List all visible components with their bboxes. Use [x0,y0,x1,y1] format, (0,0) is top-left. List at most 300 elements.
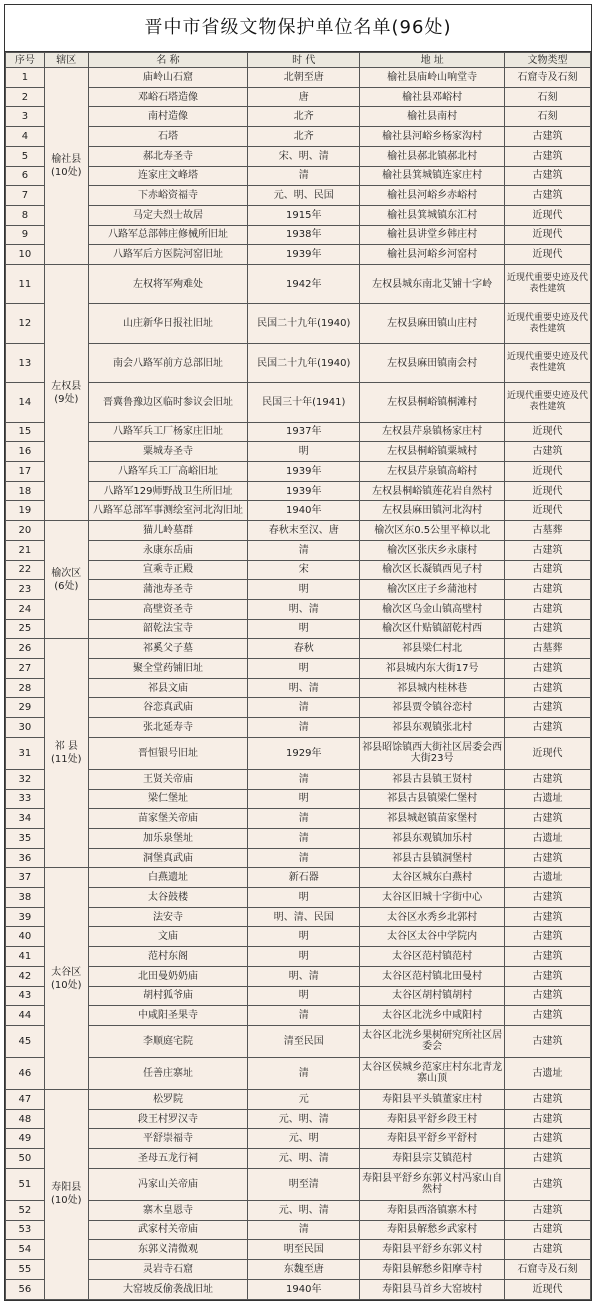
site-type: 古建筑 [505,619,591,639]
table-row [6,828,591,848]
site-name: 范村东阁 [88,947,247,967]
site-address: 左权县城东南北艾铺十字岭 [360,265,505,304]
site-era: 春秋 [248,639,360,659]
site-name: 左权将军殉难处 [88,265,247,304]
site-type: 古建筑 [505,698,591,718]
site-address: 祁县古县镇洞堡村 [360,848,505,868]
site-era: 元、明、民国 [248,186,360,206]
site-address: 榆社县箕城镇连家庄村 [360,166,505,186]
site-era: 清 [248,166,360,186]
site-address: 祁县贾令镇谷恋村 [360,698,505,718]
row-number: 39 [6,907,45,927]
site-type: 古建筑 [505,1168,591,1200]
site-type: 古建筑 [505,809,591,829]
site-address: 左权县桐峪镇粟城村 [360,442,505,462]
site-name: 下赤峪资福寺 [88,186,247,206]
table-row [6,383,591,422]
site-address: 寿阳县平头镇董家庄村 [360,1089,505,1109]
site-address: 榆次区乌金山镇高壁村 [360,599,505,619]
site-type: 石刻 [505,107,591,127]
table-row [6,304,591,343]
site-era: 清 [248,809,360,829]
site-era: 明、清 [248,678,360,698]
site-address: 左权县芹泉镇高峪村 [360,462,505,482]
site-type: 近现代重要史迹及代表性建筑 [505,383,591,422]
site-type: 古建筑 [505,986,591,1006]
table-row [6,1259,591,1279]
site-address: 左权县麻田镇山庄村 [360,304,505,343]
district-name: 太谷区 [51,966,82,978]
site-era: 清 [248,1220,360,1240]
table-row [6,809,591,829]
site-era: 元、明、清 [248,1149,360,1169]
site-type: 近现代 [505,501,591,521]
site-type: 古建筑 [505,540,591,560]
site-name: 李顺庭宅院 [88,1025,247,1057]
table-row [6,245,591,265]
site-address: 祁县东观镇张北村 [360,718,505,738]
site-era: 唐 [248,87,360,107]
site-name: 八路军总部军事测绘室河北沟旧址 [88,501,247,521]
site-type: 近现代重要史迹及代表性建筑 [505,343,591,382]
site-type: 石刻 [505,87,591,107]
row-number: 53 [6,1220,45,1240]
row-number: 31 [6,737,45,769]
table-row [6,927,591,947]
site-name: 太谷鼓楼 [88,888,247,908]
row-number: 24 [6,599,45,619]
row-number: 1 [6,68,45,88]
district-name: 左权县 [51,380,82,392]
site-address: 左权县桐峪镇桐滩村 [360,383,505,422]
site-address: 榆次区庄子乡蒲池村 [360,580,505,600]
row-number: 9 [6,225,45,245]
site-address: 太谷区旧城十字街中心 [360,888,505,908]
site-name: 八路军总部韩庄修械所旧址 [88,225,247,245]
table-row [6,966,591,986]
site-name: 八路军后方医院河窑旧址 [88,245,247,265]
table-row [6,265,591,304]
site-era: 新石器 [248,868,360,888]
site-address: 祁县城内桂林巷 [360,678,505,698]
table-row [6,146,591,166]
row-number: 46 [6,1057,45,1089]
site-name: 粟城寿圣寺 [88,442,247,462]
site-era: 1915年 [248,205,360,225]
site-era: 明、清、民国 [248,907,360,927]
site-address: 榆社县南村 [360,107,505,127]
table-row [6,986,591,1006]
site-address: 左权县芹泉镇杨家庄村 [360,422,505,442]
site-name: 寨木皇恩寺 [88,1200,247,1220]
table-row [6,166,591,186]
site-name: 八路军兵工厂高峪旧址 [88,462,247,482]
heritage-list-table [5,52,591,1300]
district-name: 榆社县 [51,154,82,166]
site-name: 文庙 [88,927,247,947]
site-address: 太谷区城东白燕村 [360,868,505,888]
row-number: 10 [6,245,45,265]
site-name: 王贤关帝庙 [88,769,247,789]
row-number: 38 [6,888,45,908]
site-type: 古建筑 [505,1129,591,1149]
row-number: 11 [6,265,45,304]
row-number: 55 [6,1259,45,1279]
table-row [6,462,591,482]
site-name: 祁奚父子墓 [88,639,247,659]
site-type: 古建筑 [505,1109,591,1129]
site-era: 明 [248,888,360,908]
row-number: 19 [6,501,45,521]
row-number: 6 [6,166,45,186]
district-count: (10处) [51,979,82,991]
site-era: 宋 [248,560,360,580]
table-row [6,769,591,789]
row-number: 36 [6,848,45,868]
header-name: 名 称 [88,53,247,68]
site-type: 古建筑 [505,560,591,580]
site-era: 1929年 [248,737,360,769]
site-era: 明 [248,442,360,462]
site-name: 洞堡真武庙 [88,848,247,868]
header-type: 文物类型 [505,53,591,68]
site-name: 东郭义清微观 [88,1240,247,1260]
header-era: 时 代 [248,53,360,68]
site-name: 邓峪石塔造像 [88,87,247,107]
table-row [6,1109,591,1129]
site-era: 元、明 [248,1129,360,1149]
row-number: 35 [6,828,45,848]
district-name: 祁 县 [54,741,78,753]
site-era: 明 [248,947,360,967]
site-address: 左权县麻田镇南会村 [360,343,505,382]
site-name: 平舒崇福寺 [88,1129,247,1149]
site-era: 明 [248,619,360,639]
table-row [6,442,591,462]
site-name: 连家庄文峰塔 [88,166,247,186]
site-address: 太谷区侯城乡范家庄村东北青龙寨山顶 [360,1057,505,1089]
table-row [6,678,591,698]
site-era: 明 [248,659,360,679]
site-type: 古墓葬 [505,639,591,659]
site-address: 寿阳县解愁乡武家村 [360,1220,505,1240]
site-era: 民国二十九年(1940) [248,343,360,382]
district-cell [44,265,88,521]
site-name: 大窑坡反偷袭战旧址 [88,1279,247,1299]
row-number: 33 [6,789,45,809]
table-row [6,501,591,521]
site-type: 近现代 [505,205,591,225]
table-row [6,718,591,738]
site-name: 祁县文庙 [88,678,247,698]
site-name: 张北延寿寺 [88,718,247,738]
site-address: 榆次区什贴镇韶乾村西 [360,619,505,639]
site-address: 太谷区胡村镇胡村 [360,986,505,1006]
site-address: 祁县古县镇梁仁堡村 [360,789,505,809]
site-name: 南会八路军前方总部旧址 [88,343,247,382]
table-row [6,560,591,580]
site-type: 近现代 [505,422,591,442]
site-name: 猫儿岭墓群 [88,521,247,541]
district-cell [44,521,88,639]
site-name: 八路军129师野战卫生所旧址 [88,481,247,501]
row-number: 16 [6,442,45,462]
site-era: 清 [248,540,360,560]
site-type: 古建筑 [505,907,591,927]
site-name: 聚全堂药铺旧址 [88,659,247,679]
site-name: 永康东岳庙 [88,540,247,560]
site-type: 古建筑 [505,848,591,868]
site-era: 北齐 [248,127,360,147]
row-number: 4 [6,127,45,147]
site-name: 庙岭山石窟 [88,68,247,88]
table-row [6,521,591,541]
site-address: 榆社县郝北镇郝北村 [360,146,505,166]
table-row [6,580,591,600]
table-row [6,619,591,639]
district-cell [44,1089,88,1299]
site-type: 古墓葬 [505,521,591,541]
row-number: 34 [6,809,45,829]
site-name: 谷恋真武庙 [88,698,247,718]
row-number: 13 [6,343,45,382]
site-type: 近现代 [505,462,591,482]
table-row [6,540,591,560]
site-type: 古建筑 [505,580,591,600]
site-name: 苗家堡关帝庙 [88,809,247,829]
site-era: 清 [248,698,360,718]
site-era: 1937年 [248,422,360,442]
table-row [6,1089,591,1109]
row-number: 21 [6,540,45,560]
site-name: 晋恒银号旧址 [88,737,247,769]
table-row [6,1129,591,1149]
site-type: 古建筑 [505,127,591,147]
district-count: (10处) [51,1195,82,1207]
site-address: 寿阳县马首乡大窑坡村 [360,1279,505,1299]
district-cell [44,868,88,1090]
site-era: 明、清 [248,966,360,986]
site-type: 近现代重要史迹及代表性建筑 [505,265,591,304]
site-type: 古建筑 [505,1220,591,1240]
district-count: (9处) [54,393,79,405]
site-address: 寿阳县平舒乡段王村 [360,1109,505,1129]
site-type: 近现代 [505,245,591,265]
table-row [6,87,591,107]
table-row [6,127,591,147]
site-era: 清 [248,1057,360,1089]
site-address: 祁县城赵镇苗家堡村 [360,809,505,829]
site-name: 白燕遗址 [88,868,247,888]
table-row [6,737,591,769]
row-number: 5 [6,146,45,166]
site-type: 古遗址 [505,1057,591,1089]
site-name: 蒲池寿圣寺 [88,580,247,600]
row-number: 27 [6,659,45,679]
table-row [6,599,591,619]
district-count: (6处) [54,580,79,592]
site-era: 北朝至唐 [248,68,360,88]
site-era: 北齐 [248,107,360,127]
site-era: 明、清 [248,599,360,619]
site-era: 元、明、清 [248,1109,360,1129]
site-type: 古建筑 [505,659,591,679]
header-address: 地 址 [360,53,505,68]
site-type: 古建筑 [505,1025,591,1057]
site-era: 明 [248,986,360,1006]
site-era: 元 [248,1089,360,1109]
table-row [6,107,591,127]
row-number: 29 [6,698,45,718]
row-number: 17 [6,462,45,482]
site-type: 石窟寺及石刻 [505,68,591,88]
site-address: 祁县城内东大街17号 [360,659,505,679]
site-era: 清 [248,718,360,738]
site-type: 古建筑 [505,966,591,986]
site-type: 古建筑 [505,599,591,619]
site-era: 民国三十年(1941) [248,383,360,422]
site-type: 近现代 [505,1279,591,1299]
site-address: 寿阳县西洛镇寨木村 [360,1200,505,1220]
site-address: 榆次区东0.5公里平樟以北 [360,521,505,541]
site-address: 祁县东观镇加乐村 [360,828,505,848]
site-era: 清 [248,769,360,789]
site-name: 八路军兵工厂杨家庄旧址 [88,422,247,442]
row-number: 12 [6,304,45,343]
site-era: 清 [248,828,360,848]
site-name: 法安寺 [88,907,247,927]
site-address: 左权县麻田镇河北沟村 [360,501,505,521]
site-era: 明至清 [248,1168,360,1200]
row-number: 50 [6,1149,45,1169]
row-number: 3 [6,107,45,127]
site-era: 东魏至唐 [248,1259,360,1279]
row-number: 51 [6,1168,45,1200]
row-number: 28 [6,678,45,698]
table-row [6,1220,591,1240]
table-row [6,888,591,908]
site-name: 圣母五龙行祠 [88,1149,247,1169]
site-type: 古建筑 [505,888,591,908]
row-number: 22 [6,560,45,580]
site-name: 山庄新华日报社旧址 [88,304,247,343]
row-number: 45 [6,1025,45,1057]
table-row [6,868,591,888]
site-name: 晋冀鲁豫边区临时参议会旧址 [88,383,247,422]
row-number: 14 [6,383,45,422]
site-address: 寿阳县平舒乡平舒村 [360,1129,505,1149]
table-row [6,225,591,245]
site-type: 近现代 [505,481,591,501]
table-row [6,186,591,206]
table-row [6,1240,591,1260]
site-era: 1939年 [248,245,360,265]
site-address: 榆社县邓峪村 [360,87,505,107]
header-district: 辖区 [44,53,88,68]
row-number: 49 [6,1129,45,1149]
site-era: 1940年 [248,501,360,521]
table-row [6,1149,591,1169]
row-number: 18 [6,481,45,501]
site-type: 近现代 [505,737,591,769]
table-row [6,481,591,501]
site-address: 祁县梁仁村北 [360,639,505,659]
row-number: 32 [6,769,45,789]
site-address: 太谷区水秀乡北郭村 [360,907,505,927]
site-address: 榆社县箕城镇东汇村 [360,205,505,225]
site-name: 郝北寿圣寺 [88,146,247,166]
site-type: 古遗址 [505,789,591,809]
site-type: 古建筑 [505,1006,591,1026]
site-name: 梁仁堡址 [88,789,247,809]
site-address: 太谷区北洸乡果树研究所社区居委会 [360,1025,505,1057]
site-address: 太谷区范村镇北田曼村 [360,966,505,986]
site-era: 清 [248,1006,360,1026]
site-era: 明 [248,580,360,600]
district-count: (11处) [51,754,82,766]
site-type: 近现代 [505,225,591,245]
site-era: 民国二十九年(1940) [248,304,360,343]
site-type: 古建筑 [505,718,591,738]
site-type: 近现代重要史迹及代表性建筑 [505,304,591,343]
site-address: 太谷区北洸乡中咸阳村 [360,1006,505,1026]
table-row [6,947,591,967]
district-count: (10处) [51,167,82,179]
header-number: 序号 [6,53,45,68]
document-page [4,4,592,1301]
site-address: 寿阳县平舒乡东郭义村冯家山自然村 [360,1168,505,1200]
site-address: 榆次区张庆乡永康村 [360,540,505,560]
site-name: 南村造像 [88,107,247,127]
site-era: 春秋末至汉、唐 [248,521,360,541]
site-type: 古建筑 [505,1149,591,1169]
table-row [6,422,591,442]
row-number: 41 [6,947,45,967]
table-row [6,698,591,718]
site-name: 高壁资圣寺 [88,599,247,619]
table-row [6,343,591,382]
table-row [6,1279,591,1299]
site-address: 太谷区范村镇范村 [360,947,505,967]
row-number: 43 [6,986,45,1006]
site-era: 1938年 [248,225,360,245]
district-cell [44,68,88,265]
site-name: 任善庄寨址 [88,1057,247,1089]
row-number: 37 [6,868,45,888]
site-name: 冯家山关帝庙 [88,1168,247,1200]
site-address: 榆社县庙岭山响堂寺 [360,68,505,88]
site-type: 古建筑 [505,146,591,166]
table-row [6,789,591,809]
row-number: 7 [6,186,45,206]
table-row [6,639,591,659]
site-era: 1939年 [248,462,360,482]
site-type: 古建筑 [505,1089,591,1109]
row-number: 2 [6,87,45,107]
site-type: 古建筑 [505,166,591,186]
site-name: 胡村狐爷庙 [88,986,247,1006]
document-title: 晋中市省级文物保护单位名单(96处) [5,5,591,52]
row-number: 42 [6,966,45,986]
site-address: 太谷区太谷中学院内 [360,927,505,947]
table-row [6,659,591,679]
table-row [6,1006,591,1026]
site-type: 古建筑 [505,678,591,698]
site-name: 宣乘寺正殿 [88,560,247,580]
site-name: 松罗院 [88,1089,247,1109]
site-address: 寿阳县平舒乡东郭义村 [360,1240,505,1260]
site-address: 左权县桐峪镇莲花岩自然村 [360,481,505,501]
